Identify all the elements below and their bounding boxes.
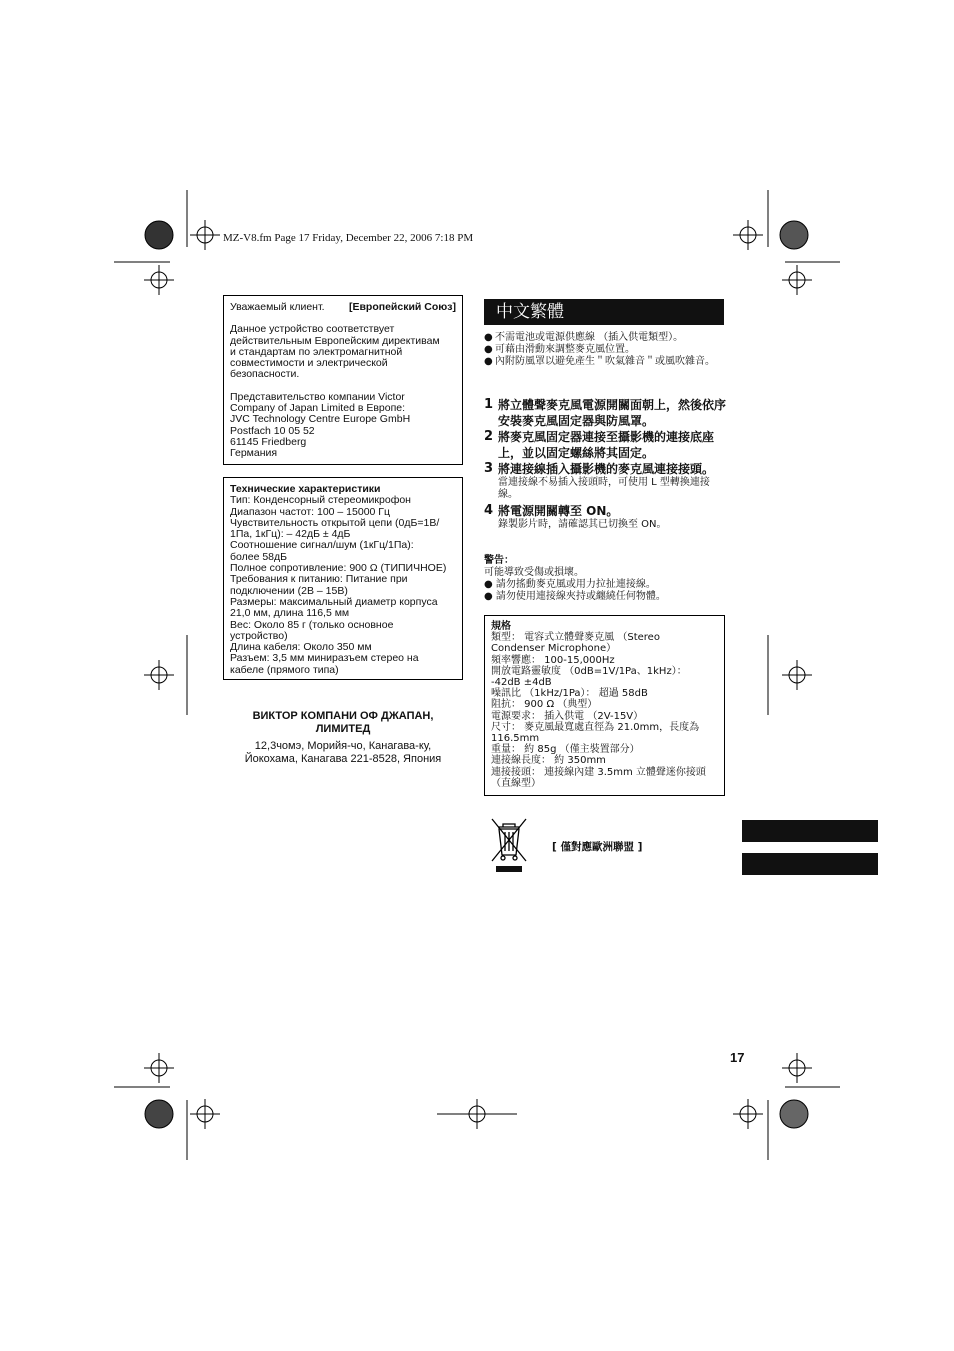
ru-specs-title: Технические характеристики bbox=[230, 483, 381, 495]
ru-p2-line: 61145 Friedberg bbox=[230, 435, 307, 448]
ru-p1-line: действительным Европейским директивам bbox=[230, 334, 440, 347]
step-text: 將連接線插入攝影機的麥克風連接接頭。 bbox=[498, 462, 715, 476]
zh-spec-line: 連接線長度： 約 350mm bbox=[491, 755, 606, 767]
warning-bullet: 請勿搖動麥克風或用力拉扯連接線。 bbox=[495, 579, 656, 590]
ru-p1-line: безопасности. bbox=[230, 368, 300, 381]
list-item: ● 可藉由滑動來調整麥克風位置。 bbox=[484, 344, 635, 355]
ru-spec-line: Диапазон частот: 100 – 15000 Гц bbox=[230, 505, 390, 518]
company-info bbox=[223, 710, 463, 766]
ru-spec-line: 1Па, 1кГц): – 42дБ ± 4дБ bbox=[230, 528, 351, 541]
warning-intro: 可能導致受傷或損壞。 bbox=[484, 567, 584, 578]
ru-p2-line: JVC Technology Centre Europe GmbH bbox=[230, 413, 411, 426]
step-number: 1 bbox=[484, 397, 494, 412]
zh-warning bbox=[484, 555, 729, 603]
step-number: 4 bbox=[484, 503, 494, 518]
list-item: ● 內附防風罩以避免產生＂吹氣雜音＂或風吹雜音。 bbox=[484, 356, 715, 367]
step-text: 將電源開關轉至 ON。 bbox=[498, 504, 619, 518]
zh-bullet-text: 不需電池或電源供應線 （插入供電類型）。 bbox=[495, 332, 684, 343]
zh-spec-line: 重量： 約 85g （僅主裝置部分） bbox=[491, 744, 640, 756]
step-item bbox=[484, 397, 729, 429]
step-number: 2 bbox=[484, 429, 494, 444]
zh-spec-line: 連接接頭： 連接線內建 3.5mm 立體聲迷你接頭 bbox=[491, 766, 706, 778]
ru-p1-line: Данное устройство соответствует bbox=[230, 323, 395, 336]
file-header: MZ-V8.fm Page 17 Friday, December 22, 2006 7:18 PM bbox=[223, 232, 474, 244]
zh-spec-line: 類型： 電容式立體聲麥克風 （Stereo bbox=[491, 632, 660, 644]
ru-spec-line: Разъем: 3,5 мм миниразъем стерео на bbox=[230, 652, 419, 665]
ru-spec-line: кабеле (прямого типа) bbox=[230, 663, 339, 676]
ru-spec-line: Длина кабеля: Около 350 мм bbox=[230, 641, 372, 654]
list-item: ● 不需電池或電源供應線 （插入供電類型）。 bbox=[484, 332, 684, 343]
company-name-line: ВИКТОР КОМПАНИ ОФ ДЖАПАН, bbox=[252, 710, 434, 722]
weee-bin-icon bbox=[490, 815, 528, 873]
zh-specs-title: 規格 bbox=[491, 621, 511, 632]
step-note: 錄製影片時，請確認其已切換至 ON。 bbox=[498, 519, 667, 530]
zh-spec-line: 頻率響應： 100-15,000Hz bbox=[491, 654, 615, 666]
ru-p2-line: Company of Japan Limited в Европе: bbox=[230, 402, 406, 415]
ru-region: [Европейский Союз] bbox=[348, 301, 456, 313]
zh-spec-line: 116.5mm bbox=[491, 733, 540, 745]
ru-spec-line: Соотношение сигнал/шум (1кГц/1Па): bbox=[230, 539, 414, 552]
list-item: ● 請勿搖動麥克風或用力拉扯連接線。 bbox=[484, 579, 656, 590]
list-item: ● 請勿使用連接線夾持或纏繞任何物體。 bbox=[484, 591, 666, 602]
zh-specs-box bbox=[484, 615, 725, 796]
step-number: 3 bbox=[484, 461, 494, 476]
ru-spec-line: 21,0 мм, длина 116,5 мм bbox=[230, 607, 350, 620]
ru-p2-line: Представительство компании Victor bbox=[230, 390, 405, 403]
zh-feature-list bbox=[484, 332, 729, 368]
ru-spec-line: Вес: Около 85 г (только основное bbox=[230, 618, 394, 631]
step-text: 將麥克風固定器連接至攝影機的連接底座上，並以固定螺絲將其固定。 bbox=[498, 430, 715, 460]
ru-spec-line: Размеры: максимальный диаметр корпуса bbox=[230, 595, 438, 608]
zh-steps bbox=[484, 397, 729, 533]
ru-notice-box bbox=[223, 295, 463, 465]
zh-spec-line: Condenser Microphone） bbox=[491, 643, 617, 655]
zh-section-title: 中文繁體 bbox=[484, 299, 724, 325]
zh-spec-line: -42dB ±4dB bbox=[491, 677, 552, 689]
zh-bullet-text: 內附防風罩以避免產生＂吹氣雜音＂或風吹雜音。 bbox=[495, 356, 715, 367]
ru-p2-line: Postfach 10 05 52 bbox=[230, 424, 315, 437]
zh-spec-line: 開放電路靈敏度 （0dB=1V/1Pa、1kHz）： bbox=[491, 665, 687, 677]
company-address-line: Йокохама, Канагава 221-8528, Япония bbox=[244, 753, 442, 765]
warning-title: 警告： bbox=[484, 555, 514, 566]
company-address-line: 12,3чомэ, Морийя-чо, Канагава-ку, bbox=[254, 740, 432, 752]
company-name-line: ЛИМИТЕД bbox=[315, 723, 371, 735]
step-item bbox=[484, 429, 729, 461]
zh-bullet-text: 可藉由滑動來調整麥克風位置。 bbox=[495, 344, 635, 355]
ru-p1-line: и стандартам по электромагнитной bbox=[230, 345, 403, 358]
ru-p2-line: Германия bbox=[230, 447, 278, 460]
step-text: 將立體聲麥克風電源開關面朝上，然後依序安裝麥克風固定器與防風罩。 bbox=[498, 398, 727, 428]
ru-spec-line: Требования к питанию: Питание при bbox=[230, 573, 408, 586]
step-item bbox=[484, 503, 729, 519]
zh-spec-line: 尺寸： 麥克風最寬處直徑為 21.0mm，長度為 bbox=[491, 721, 700, 733]
zh-spec-line: 電源要求： 插入供電 （2V-15V） bbox=[491, 710, 644, 722]
ru-spec-line: подключении (2В – 15В) bbox=[230, 584, 348, 597]
zh-spec-line: （直線型） bbox=[491, 777, 541, 789]
ru-spec-line: устройство) bbox=[230, 629, 288, 642]
ru-spec-line: Чувствительность открытой цепи (0дБ=1В/ bbox=[230, 516, 440, 529]
step-note: 當連接線不易插入接頭時，可使用 L 型轉換連接線。 bbox=[498, 477, 710, 500]
ru-specs-box bbox=[223, 477, 463, 680]
side-tab bbox=[742, 853, 878, 875]
zh-spec-line: 噪訊比 （1kHz/1Pa）： 超過 58dB bbox=[491, 688, 648, 700]
ru-spec-line: Тип: Конденсорный стереомикрофон bbox=[230, 494, 411, 507]
ru-spec-line: более 58дБ bbox=[230, 550, 288, 563]
ru-p1-line: совместимости и электрической bbox=[230, 357, 388, 370]
side-tab bbox=[742, 820, 878, 842]
zh-spec-line: 阻抗： 900 Ω （典型） bbox=[491, 699, 598, 711]
eu-only-label: [ 僅對應歐洲聯盟 ] bbox=[552, 841, 643, 853]
ru-greeting: Уважаемый клиент. bbox=[230, 301, 325, 313]
warning-bullet: 請勿使用連接線夾持或纏繞任何物體。 bbox=[495, 591, 666, 602]
page-number: 17 bbox=[730, 1050, 745, 1065]
step-item bbox=[484, 461, 729, 477]
ru-spec-line: Полное сопротивление: 900 Ω (ТИПИЧНОЕ) bbox=[230, 562, 447, 575]
